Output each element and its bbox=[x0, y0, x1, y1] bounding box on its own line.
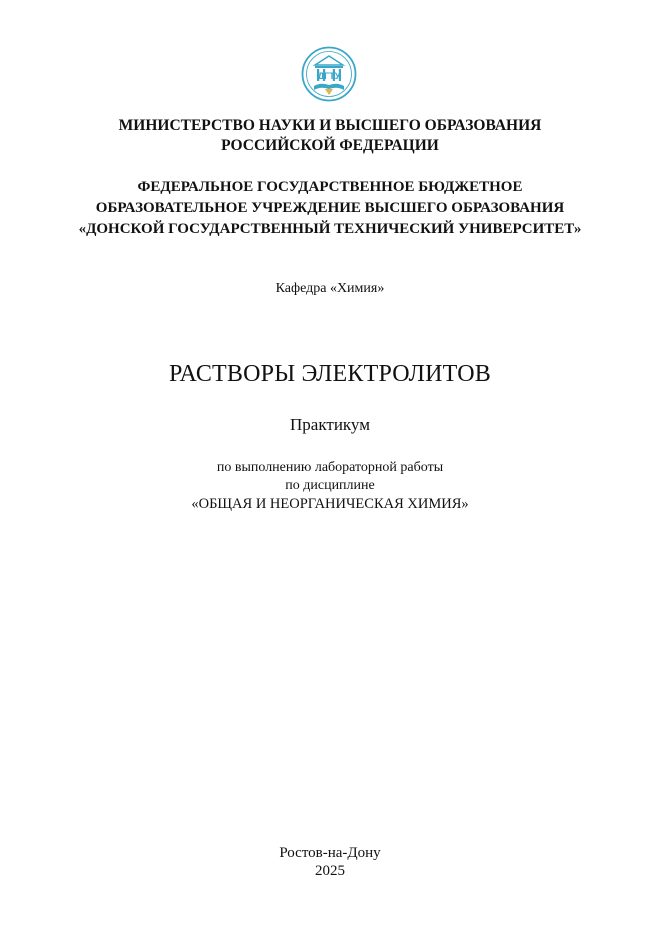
publication-city: Ростов-на-Дону bbox=[279, 845, 381, 861]
document-title: РАСТВОРЫ ЭЛЕКТРОЛИТОВ bbox=[169, 361, 491, 387]
dstu-emblem-icon bbox=[301, 45, 357, 103]
publication-year: 2025 bbox=[315, 863, 345, 879]
ministry-line-2: РОССИЙСКОЙ ФЕДЕРАЦИИ bbox=[221, 137, 439, 154]
institution-line-3: «ДОНСКОЙ ГОСУДАРСТВЕННЫЙ ТЕХНИЧЕСКИЙ УНИВЕРСИТЕТ» bbox=[78, 221, 582, 237]
purpose-line-2: по дисциплине bbox=[285, 478, 375, 493]
department-name: Кафедра «Химия» bbox=[275, 281, 385, 296]
document-subtitle: Практикум bbox=[290, 415, 370, 434]
institution-line-2: ОБРАЗОВАТЕЛЬНОЕ УЧРЕЖДЕНИЕ ВЫСШЕГО ОБРАЗОВАНИЯ bbox=[95, 200, 565, 216]
institution-line-1: ФЕДЕРАЛЬНОЕ ГОСУДАРСТВЕННОЕ БЮДЖЕТНОЕ bbox=[137, 179, 523, 195]
purpose-line-1: по выполнению лабораторной работы bbox=[216, 460, 444, 475]
logo-text: ДГТУ bbox=[317, 71, 341, 81]
ministry-line-1: МИНИСТЕРСТВО НАУКИ И ВЫСШЕГО ОБРАЗОВАНИЯ bbox=[118, 117, 542, 134]
discipline-name: «ОБЩАЯ И НЕОРГАНИЧЕСКАЯ ХИМИЯ» bbox=[191, 496, 469, 512]
